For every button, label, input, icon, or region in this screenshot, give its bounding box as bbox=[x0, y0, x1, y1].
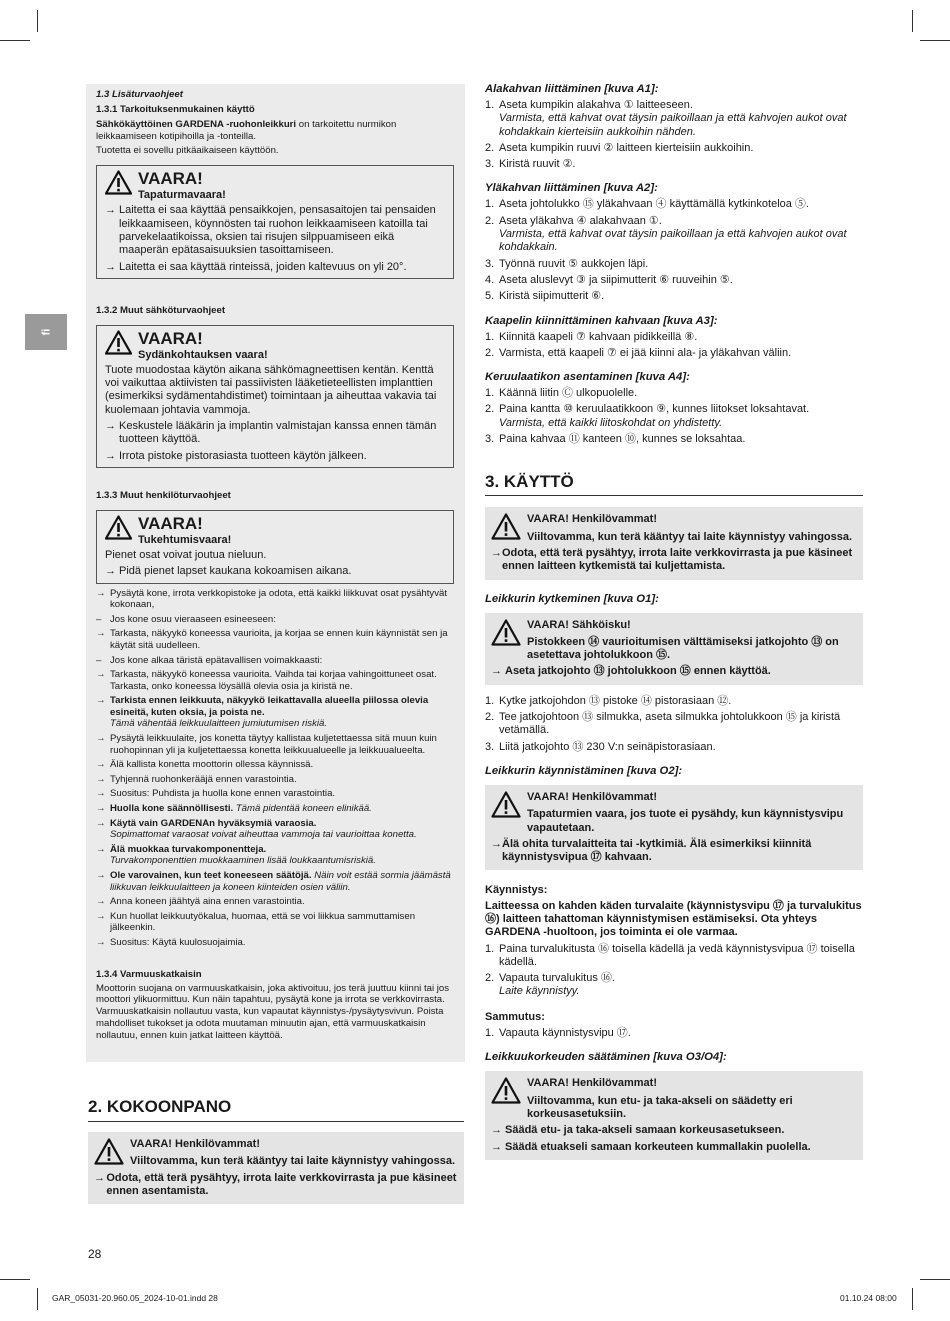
item-text: Kun huollat leikkuutyökalua, huomaa, että se voi liikkua sammuttamisen jälkeenkin. bbox=[110, 910, 416, 934]
list-item bbox=[96, 937, 454, 949]
dash-marker: – bbox=[96, 654, 102, 666]
list-item bbox=[96, 788, 454, 800]
warning-item: Älä ohita turvalaitteita tai -kytkimiä. Älä esimerkiksi kiinnitä käynnistysvipua ⑰ kahvaan. bbox=[502, 837, 812, 864]
list-item-text bbox=[110, 588, 454, 611]
warning-box bbox=[96, 510, 454, 584]
warning-text: Viiltovamma, kun terä kääntyy tai laite käynnistyy vahingossa. bbox=[527, 530, 853, 543]
step-text bbox=[499, 347, 791, 360]
steps-list bbox=[485, 695, 863, 754]
step-number: 2. bbox=[485, 141, 495, 154]
item-note: Näin voit estää sormia jäämästä liikkuvan leikkuulaitteen ja koneen kiinteiden osien väliin. bbox=[110, 870, 451, 893]
list-item-text bbox=[110, 733, 454, 756]
list-step bbox=[485, 347, 863, 360]
step-number: 3. bbox=[485, 158, 495, 171]
steps-list bbox=[485, 331, 863, 361]
step-text bbox=[499, 290, 604, 303]
list-item bbox=[96, 655, 454, 667]
item-text: Pysäytä kone, irrota verkkopistoke ja odota, että kaikki liikkuvat osat pysähtyvät kokonaan, bbox=[110, 587, 448, 611]
list-item-text bbox=[110, 628, 454, 651]
arrow-icon: → bbox=[105, 260, 116, 273]
section-heading: 1.3.1 Tarkoituksenmukainen käyttö bbox=[96, 104, 255, 115]
arrow-icon: → bbox=[491, 665, 502, 678]
step-main: Käännä liitin Ⓒ ulkopuolelle. bbox=[499, 387, 638, 400]
subsection-heading: Käynnistys: bbox=[485, 884, 548, 897]
item-note: Tämä pidentää koneen elinikää. bbox=[233, 803, 372, 815]
list-item-text bbox=[110, 937, 245, 949]
list-step bbox=[485, 695, 863, 708]
item-note: Tämä vähentää leikkuulaitteen jumiutumisen riskiä. bbox=[110, 718, 328, 730]
item-text: Tyhjennä ruohonkerääjä ennen varastointia. bbox=[110, 773, 297, 785]
crop-mark bbox=[920, 1279, 950, 1280]
warning-box bbox=[88, 1132, 464, 1204]
step-main: Varmista, että kaapeli ⑦ ei jää kiinni ala- ja yläkahvan väliin. bbox=[499, 346, 792, 359]
list-step bbox=[485, 943, 863, 970]
arrow-icon: → bbox=[96, 695, 106, 707]
step-text bbox=[499, 943, 863, 970]
list-item-text bbox=[110, 818, 417, 841]
warning-text: Pienet osat voivat joutua nieluun. bbox=[105, 548, 267, 561]
arrow-icon: → bbox=[491, 1140, 502, 1153]
warning-title: VAARA! bbox=[138, 169, 203, 189]
arrow-icon: → bbox=[96, 759, 106, 771]
crop-mark bbox=[37, 10, 38, 32]
step-number: 1. bbox=[485, 1027, 495, 1040]
arrow-icon: → bbox=[96, 843, 106, 855]
step-text bbox=[499, 158, 576, 171]
item-text: Tarkasta, näkyykö koneessa vaurioita, ja korjaa se ennen kuin käynnistät sen ja käytät sitä uudelleen. bbox=[110, 628, 448, 651]
arrow-icon: → bbox=[105, 204, 116, 217]
warning-title: VAARA! bbox=[138, 513, 203, 533]
arrow-icon: → bbox=[96, 587, 106, 599]
step-main: Vapauta turvalukitus ⑯. bbox=[499, 972, 615, 985]
warning-icon bbox=[105, 170, 132, 195]
step-text bbox=[499, 433, 745, 446]
step-text bbox=[499, 99, 863, 139]
list-step bbox=[485, 711, 863, 738]
subsection-heading: Yläkahvan liittäminen [kuva A2]: bbox=[485, 182, 658, 195]
step-text bbox=[499, 258, 648, 271]
list-item bbox=[96, 870, 454, 893]
assembly-section bbox=[88, 1097, 464, 1204]
list-step bbox=[485, 403, 863, 430]
item-note: Sopimattomat varaosat voivat aiheuttaa vammoja tai vaurioittaa konetta. bbox=[110, 829, 417, 841]
list-step bbox=[485, 99, 863, 139]
step-text bbox=[499, 695, 731, 708]
steps-list bbox=[485, 387, 863, 446]
item-text: Pysäytä leikkuulaite, jos konetta täytyy kallistaa kuljetettaessa sitä muun kuin ruohopinnan yli ja kuljetettaessa konetta leikkuualueelle ja leikkuualueelta. bbox=[110, 733, 437, 756]
list-item-text bbox=[110, 911, 454, 934]
step-text bbox=[499, 274, 733, 287]
crop-mark bbox=[0, 40, 30, 41]
warning-item: Keskustele lääkärin ja implantin valmistajan kanssa ennen tämän tuotteen käyttöä. bbox=[119, 420, 437, 446]
section-title: 2. KOKOONPANO bbox=[88, 1097, 232, 1116]
list-item bbox=[96, 614, 454, 626]
step-main: Kiristä siipimutterit ⑥. bbox=[499, 290, 605, 303]
step-main: Aseta kumpikin alakahva ① laitteeseen. bbox=[499, 99, 693, 111]
warning-text: Tapaturmien vaara, jos tuote ei pysähdy, kun käynnistysvipu vapautetaan. bbox=[527, 808, 844, 834]
item-bold: Älä muokkaa turvakomponentteja. bbox=[110, 843, 267, 855]
dash-marker: – bbox=[96, 613, 102, 625]
step-text bbox=[499, 1027, 631, 1040]
warning-icon bbox=[94, 1138, 124, 1165]
step-main: Aseta johtolukko ⑮ yläkahvaan ④ käyttämällä kytkinkoteloa ⑤. bbox=[499, 198, 809, 211]
warning-item: Aseta jatkojohto ⑬ johtolukkoon ⑮ ennen käyttöä. bbox=[505, 665, 771, 678]
step-main: Paina kahvaa ⑪ kanteen ⑩, kunnes se loksahtaa. bbox=[499, 433, 746, 446]
subsection-heading: Leikkurin kytkeminen [kuva O1]: bbox=[485, 592, 659, 605]
step-number: 1. bbox=[485, 99, 495, 111]
step-main: Vapauta käynnistysvipu ⑰. bbox=[499, 1027, 631, 1040]
item-text: Anna koneen jäähtyä aina ennen varastointia. bbox=[110, 896, 305, 908]
item-text: Älä kallista konetta moottorin ollessa käynnissä. bbox=[110, 759, 314, 771]
step-number: 2. bbox=[485, 972, 495, 985]
item-text: Suositus: Käytä kuulosuojaimia. bbox=[110, 936, 246, 948]
arrow-icon: → bbox=[94, 1171, 105, 1184]
list-item bbox=[96, 774, 454, 786]
warning-icon bbox=[491, 513, 521, 540]
language-tab: fi bbox=[25, 314, 67, 350]
step-note: Laite käynnistyy. bbox=[499, 985, 580, 998]
step-text bbox=[499, 142, 753, 155]
list-step bbox=[485, 215, 863, 255]
list-item-text bbox=[110, 803, 372, 815]
warning-subtitle: Sydänkohtauksen vaara! bbox=[138, 348, 268, 361]
warning-title: VAARA! Henkilövammat! bbox=[527, 1077, 657, 1090]
warning-text: Viiltovamma, kun etu- ja taka-akseli on säädetty eri korkeusasetuksiin. bbox=[527, 1094, 793, 1120]
item-text: Jos kone osuu vieraaseen esineeseen: bbox=[110, 613, 276, 625]
subsection-heading: Kaapelin kiinnittäminen kahvaan [kuva A3]: bbox=[485, 314, 718, 327]
crop-mark bbox=[37, 1288, 38, 1310]
step-text bbox=[499, 331, 697, 344]
step-number: 2. bbox=[485, 711, 495, 724]
warning-subtitle: Tapaturmavaara! bbox=[138, 189, 226, 202]
item-bold: Huolla kone säännöllisesti. bbox=[110, 803, 234, 815]
section-heading: 1.3.4 Varmuuskatkaisin bbox=[96, 968, 202, 980]
item-text: Suositus: Puhdista ja huolla kone ennen varastointia. bbox=[110, 788, 336, 800]
list-item bbox=[96, 759, 454, 771]
warning-item: Laitetta ei saa käyttää pensaikkojen, pensasaitojen tai pensaiden leikkaamiseen, köynnösten tai ruohon leikkaamiseen katoilla tai parvekelaatikoissa, oksien tai risujen silppuamiseen eikä maaperän epätasaisuuksien tasoittamiseen. bbox=[119, 204, 436, 257]
list-item bbox=[96, 669, 454, 692]
paragraph: Laitteessa on kahden käden turvalaite (käynnistysvipu ⑰ ja turvalukitus ⑯) laitteen tahattoman käynnistymisen estämiseksi. Ota yhteys GARDENA -huoltoon, jos toiminta ei ole varmaa. bbox=[485, 899, 862, 939]
subsection-heading: Keruulaatikon asentaminen [kuva A4]: bbox=[485, 371, 690, 384]
list-item-text bbox=[110, 695, 454, 730]
section-heading: 1.3.3 Muut henkilöturvaohjeet bbox=[96, 489, 231, 501]
list-step bbox=[485, 158, 863, 171]
step-text bbox=[499, 711, 863, 738]
list-item bbox=[96, 803, 454, 815]
crop-mark bbox=[920, 40, 950, 41]
warning-icon bbox=[491, 791, 521, 818]
warning-title: VAARA! Henkilövammat! bbox=[527, 513, 657, 526]
warning-box bbox=[485, 507, 863, 579]
subsection-heading: Alakahvan liittäminen [kuva A1]: bbox=[485, 83, 659, 95]
subsection-heading: Leikkuukorkeuden säätäminen [kuva O3/O4]: bbox=[485, 1051, 727, 1064]
step-number: 5. bbox=[485, 290, 495, 303]
warning-item: Laitetta ei saa käyttää rinteissä, joiden kaltevuus on yli 20°. bbox=[119, 260, 407, 273]
step-number: 1. bbox=[485, 198, 495, 211]
step-text bbox=[499, 741, 716, 754]
item-bold: Ole varovainen, kun teet koneeseen säätöjä. bbox=[110, 870, 312, 882]
page-number: 28 bbox=[88, 1247, 102, 1261]
step-main: Liitä jatkojohto ⑬ 230 V:n seinäpistorasiaan. bbox=[499, 740, 716, 753]
step-number: 3. bbox=[485, 433, 495, 446]
arrow-icon: → bbox=[96, 817, 106, 829]
warning-text: Tuote muodostaa käytön aikana sähkömagneettisen kentän. Kenttä voi vaikuttaa aktiivisten tai passiivisten lääketieteellisten implanttien (esimerkiksi sydämentahdistimet) toimintaan ja aiheuttaa vakavia tai kuolemaan johtavia vammoja. bbox=[105, 363, 437, 416]
step-text bbox=[499, 215, 863, 255]
warning-item: Odota, että terä pysähtyy, irrota laite verkkovirrasta ja pue käsineet ennen asentamista. bbox=[106, 1171, 457, 1197]
arrow-icon: → bbox=[96, 773, 106, 785]
step-number: 3. bbox=[485, 740, 495, 753]
steps-list bbox=[485, 99, 863, 171]
warning-box bbox=[96, 165, 454, 278]
paragraph: Moottorin suojana on varmuuskatkaisin, joka aktivoituu, jos terä juuttuu kiinni tai jos moottori ylikuormittuu. Kun näin tapahtuu, pysäytä kone ja irrota se verkkovirrasta. Varmuuskatkaisin nollautuu vasta, kun vapautat käynnistys-/pysäytysvivun. Poista mahdolliset tukokset ja odota muutaman minuutin ajan, että varmuuskatkaisin nollautuu, ennen kuin jatkat laitteen käyttöä. bbox=[96, 982, 450, 1041]
steps-list bbox=[485, 943, 863, 999]
warning-title: VAARA! Henkilövammat! bbox=[130, 1138, 260, 1150]
section-title: 3. KÄYTTÖ bbox=[485, 472, 574, 492]
step-note: Varmista, että kahvat ovat täysin paikoillaan ja että kahvojen aukot ovat kohdakkain. bbox=[499, 228, 847, 254]
step-text bbox=[499, 198, 809, 211]
list-item-text bbox=[110, 774, 297, 786]
arrow-icon: → bbox=[105, 420, 116, 433]
list-step bbox=[485, 1027, 863, 1040]
paragraph: Tuotetta ei sovellu pitkäaikaiseen käyttöön. bbox=[96, 144, 279, 156]
warning-item: Pidä pienet lapset kaukana kokoamisen aikana. bbox=[119, 565, 352, 578]
list-step bbox=[485, 972, 863, 999]
list-item bbox=[96, 844, 454, 867]
step-main: Kytke jatkojohdon ⑬ pistoke ⑭ pistorasiaan ⑫. bbox=[499, 694, 732, 707]
item-text: Tarkasta, näkyykö koneessa vaurioita. Vaihda tai korjaa vahingoittuneet osat. Tarkasta, onko koneessa löysällä olevia osia ja kiristä ne. bbox=[110, 669, 437, 692]
list-step bbox=[485, 258, 863, 271]
warning-icon bbox=[105, 330, 132, 355]
step-text bbox=[499, 972, 615, 999]
left-column bbox=[96, 89, 454, 1042]
list-item bbox=[96, 896, 454, 908]
crop-mark bbox=[912, 10, 913, 32]
list-item-text bbox=[110, 614, 276, 626]
item-bold: Käytä vain GARDENAn hyväksymiä varaosia. bbox=[110, 817, 317, 829]
arrow-icon: → bbox=[96, 910, 106, 922]
list-item bbox=[96, 911, 454, 934]
list-step bbox=[485, 290, 863, 303]
list-step bbox=[485, 198, 863, 211]
list-item bbox=[96, 818, 454, 841]
warning-box bbox=[485, 1071, 863, 1159]
list-item bbox=[96, 695, 454, 730]
list-step bbox=[485, 387, 863, 400]
warning-item: Säädä etuakseli samaan korkeuteen kummallakin puolella. bbox=[505, 1140, 811, 1153]
section-heading: 1.3 Lisäturvaohjeet bbox=[96, 89, 183, 100]
warning-title: VAARA! Sähköisku! bbox=[527, 618, 631, 631]
list-step bbox=[485, 331, 863, 344]
subsection-heading: Sammutus: bbox=[485, 1010, 545, 1023]
list-item bbox=[96, 588, 454, 611]
step-main: Aseta yläkahva ④ alakahvaan ①. bbox=[499, 214, 662, 227]
step-text bbox=[499, 403, 809, 430]
step-number: 3. bbox=[485, 257, 495, 270]
arrow-icon: → bbox=[96, 803, 106, 815]
right-column bbox=[485, 82, 863, 1160]
step-main: Kiristä ruuvit ②. bbox=[499, 158, 576, 171]
footer-filename: GAR_05031-20.960.05_2024-10-01.indd 28 bbox=[52, 1293, 218, 1303]
step-note: Varmista, että kaikki liitoskohdat on yhdistetty. bbox=[499, 416, 723, 429]
safety-list bbox=[96, 588, 454, 949]
steps-list bbox=[485, 198, 863, 303]
step-number: 4. bbox=[485, 273, 495, 286]
step-number: 2. bbox=[485, 346, 495, 359]
arrow-icon: → bbox=[96, 669, 106, 681]
step-main: Tee jatkojohtoon ⑬ silmukka, aseta silmukka johtolukkoon ⑮ ja kiristä vetämällä. bbox=[499, 711, 841, 737]
warning-item: Säädä etu- ja taka-akseli samaan korkeusasetukseen. bbox=[505, 1124, 785, 1137]
list-item-text bbox=[110, 870, 454, 893]
warning-subtitle: Tukehtumisvaara! bbox=[138, 533, 232, 546]
steps-list bbox=[485, 1027, 863, 1040]
step-number: 2. bbox=[485, 214, 495, 227]
warning-icon bbox=[491, 1077, 521, 1104]
item-bold: Tarkista ennen leikkuuta, näkyykö leikattavalla alueella piilossa olevia esineitä, kuten oksia, ja poista ne. bbox=[110, 695, 429, 718]
list-item-text bbox=[110, 788, 335, 800]
warning-text: Viiltovamma, kun terä kääntyy tai laite käynnistyy vahingossa. bbox=[130, 1155, 456, 1168]
warning-icon bbox=[105, 515, 132, 540]
step-main: Paina turvalukitusta ⑯ toisella kädellä ja vedä käynnistysvipua ⑰ toisella kädellä. bbox=[499, 942, 855, 968]
arrow-icon: → bbox=[96, 896, 106, 908]
arrow-icon: → bbox=[491, 1124, 502, 1137]
arrow-icon: → bbox=[491, 837, 502, 850]
arrow-icon: → bbox=[105, 449, 116, 462]
warning-item: Odota, että terä pysähtyy, irrota laite verkkovirrasta ja pue käsineet ennen laitteen kytkemistä tai kuljettamista. bbox=[502, 546, 853, 573]
step-number: 2. bbox=[485, 403, 495, 416]
crop-mark bbox=[912, 1288, 913, 1310]
list-step bbox=[485, 741, 863, 754]
arrow-icon: → bbox=[96, 870, 106, 882]
arrow-icon: → bbox=[96, 733, 106, 745]
list-item-text bbox=[110, 655, 322, 667]
warning-title: VAARA! Henkilövammat! bbox=[527, 790, 657, 803]
warning-box bbox=[96, 325, 454, 468]
item-note: Turvakomponenttien muokkaaminen lisää loukkaantumisriskiä. bbox=[110, 855, 376, 867]
list-item-text bbox=[110, 896, 305, 908]
arrow-icon: → bbox=[105, 565, 116, 578]
step-number: 1. bbox=[485, 942, 495, 955]
warning-item: Irrota pistoke pistorasiasta tuotteen käytön jälkeen. bbox=[119, 449, 367, 462]
item-text: Jos kone alkaa täristä epätavallisen voimakkaasti: bbox=[110, 654, 323, 666]
arrow-icon: → bbox=[96, 628, 106, 640]
step-main: Työnnä ruuvit ⑤ aukkojen läpi. bbox=[499, 257, 649, 270]
step-number: 1. bbox=[485, 387, 495, 400]
step-main: Aseta kumpikin ruuvi ② laitteen kierteisiin aukkoihin. bbox=[499, 141, 754, 154]
list-item bbox=[96, 628, 454, 651]
step-main: Kiinnitä kaapeli ⑦ kahvaan pidikkeillä ⑧. bbox=[499, 330, 698, 343]
list-step bbox=[485, 142, 863, 155]
list-step bbox=[485, 274, 863, 287]
paragraph: Sähkökäyttöinen GARDENA -ruohonleikkuri on tarkoitettu nurmikon leikkaamiseen kotipihoilla ja -tonteilla. bbox=[96, 119, 397, 142]
list-item-text bbox=[110, 669, 454, 692]
section-heading: 1.3.2 Muut sähköturvaohjeet bbox=[96, 304, 226, 316]
list-step bbox=[485, 433, 863, 446]
step-number: 1. bbox=[485, 694, 495, 707]
warning-title: VAARA! bbox=[138, 328, 203, 348]
step-note: Varmista, että kahvat ovat täysin paikoillaan ja että kahvojen aukot ovat kohdakkain kierteisiin aukkoihin nähden. bbox=[499, 112, 847, 138]
list-item-text bbox=[110, 844, 376, 867]
subsection-heading: Leikkurin käynnistäminen [kuva O2]: bbox=[485, 764, 683, 777]
step-main: Paina kantta ⑩ keruulaatikkoon ⑨, kunnes liitokset loksahtavat. bbox=[499, 403, 810, 416]
arrow-icon: → bbox=[96, 788, 106, 800]
warning-box bbox=[485, 785, 863, 870]
warning-text: Pistokkeen ⑭ vaurioitumisen välttämiseksi jatkojohto ⑬ on asetettava johtolukkoon ⑮. bbox=[527, 635, 839, 662]
footer-date: 01.10.24 08:00 bbox=[840, 1293, 897, 1303]
list-item bbox=[96, 733, 454, 756]
crop-mark bbox=[0, 1279, 30, 1280]
step-text bbox=[499, 387, 637, 400]
arrow-icon: → bbox=[96, 936, 106, 948]
arrow-icon: → bbox=[491, 546, 502, 559]
warning-box bbox=[485, 613, 863, 685]
step-main: Aseta aluslevyt ③ ja siipimutterit ⑥ ruuveihin ⑤. bbox=[499, 273, 733, 286]
step-number: 1. bbox=[485, 330, 495, 343]
warning-icon bbox=[491, 619, 521, 646]
list-item-text bbox=[110, 759, 313, 771]
